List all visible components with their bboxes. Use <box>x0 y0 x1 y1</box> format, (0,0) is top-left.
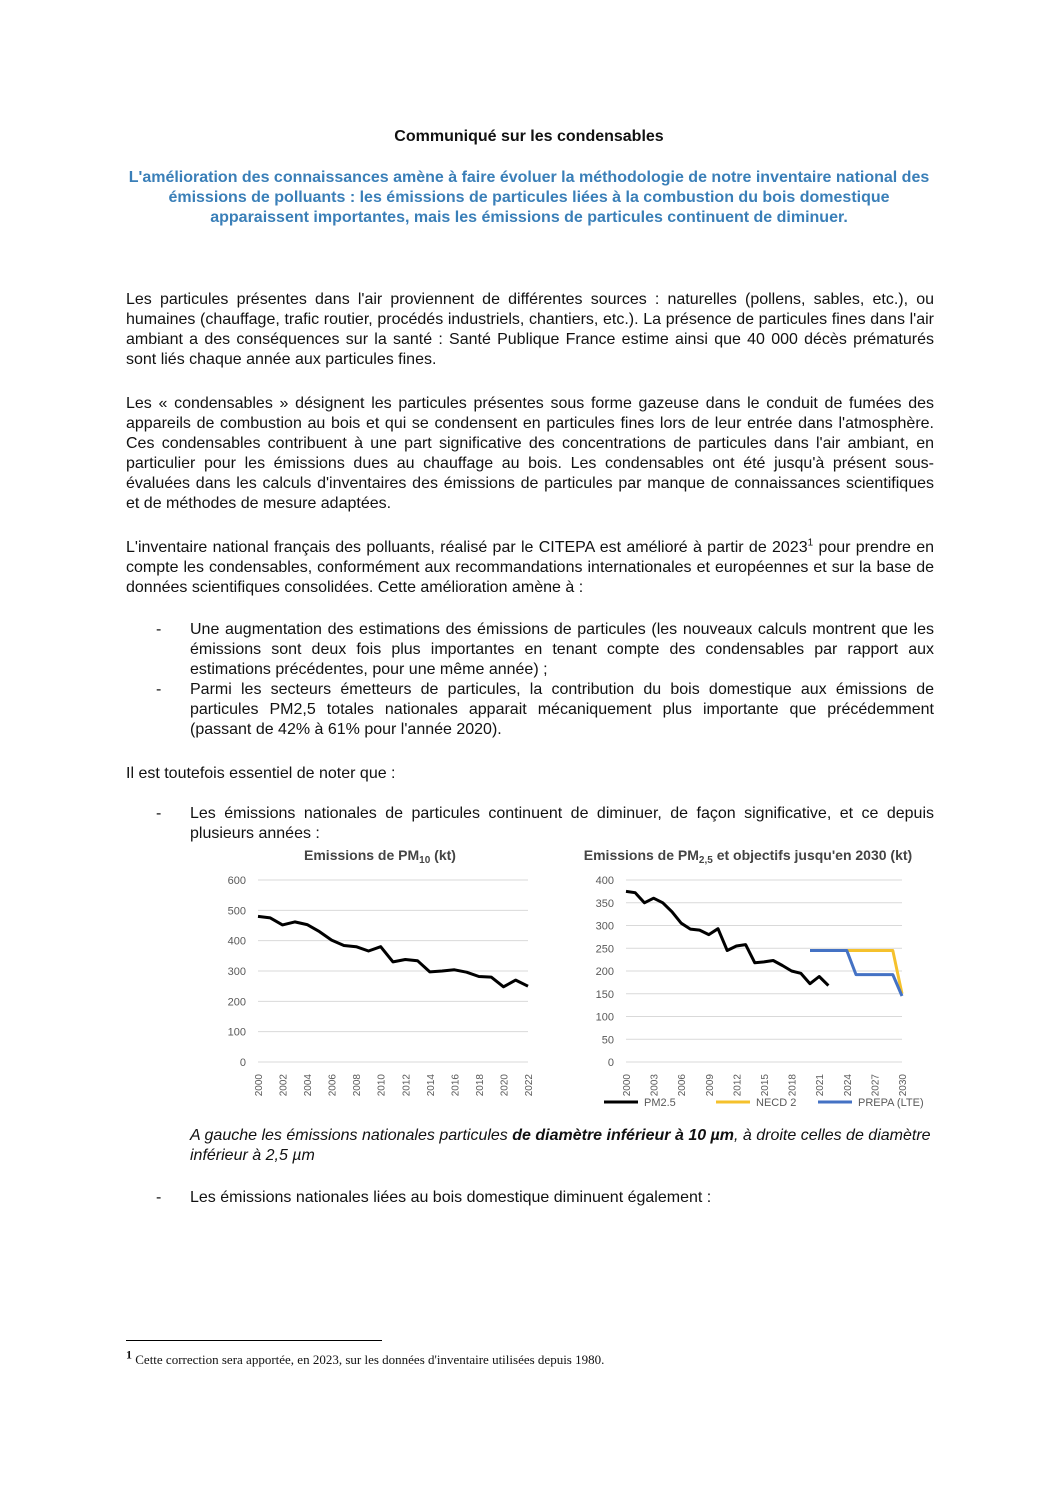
y-tick-label: 350 <box>595 897 614 910</box>
y-tick-label: 400 <box>227 935 246 948</box>
y-tick-label: 500 <box>227 905 246 918</box>
document-subtitle: L'amélioration des connaissances amène à faire évoluer la méthodologie de notre inventaire national des émissions de polluants : les émissions de particules liées à la combustion du bois domestique apparaissent importantes, mais les émissions de particules continuent de diminuer. <box>128 169 930 226</box>
x-tick-label: 2018 <box>787 1074 799 1097</box>
x-tick-label: 2006 <box>677 1074 689 1097</box>
x-tick-label: 2008 <box>352 1074 364 1097</box>
document-title: Communiqué sur les condensables <box>394 128 664 145</box>
series-line <box>810 951 902 997</box>
x-tick-label: 2024 <box>842 1074 854 1097</box>
paragraph-inventory-text-a: L'inventaire national français des polluants, réalisé par le CITEPA est amélioré à partir de 2023 <box>126 539 808 556</box>
y-tick-label: 250 <box>595 943 614 956</box>
paragraph-inventory-improvement <box>126 538 934 598</box>
chart-x-ticks <box>622 1074 909 1097</box>
y-tick-label: 600 <box>227 875 246 887</box>
x-tick-label: 2010 <box>376 1074 388 1097</box>
y-tick-label: 100 <box>227 1026 246 1039</box>
y-tick-label: 200 <box>227 996 246 1009</box>
x-tick-label: 2030 <box>898 1074 909 1097</box>
series-line <box>258 916 528 986</box>
x-tick-label: 2004 <box>303 1074 315 1097</box>
chart-series <box>258 916 528 986</box>
y-tick-label: 0 <box>239 1057 246 1069</box>
chart-caption <box>190 1126 934 1166</box>
x-tick-label: 2020 <box>499 1074 511 1097</box>
y-tick-label: 150 <box>595 988 614 1001</box>
chart-legend <box>604 1097 924 1109</box>
chart-pm25-svg <box>556 840 946 1120</box>
paragraph-particles-sources: Les particules présentes dans l'air proviennent de différentes sources : naturelles (pollens, sables, etc.), ou humaines (chauffage, trafic routier, procédés industriels, chantiers, etc.). La présence de particules fines dans l'air ambiant a des conséquences sur la santé : Santé Publique France estime ainsi que 40 000 décès prématurés sont liés chaque année aux particules fines. <box>126 291 934 368</box>
x-tick-label: 2003 <box>649 1074 661 1097</box>
caption-bold: de diamètre inférieur à 10 µm <box>512 1127 734 1144</box>
chart-gridlines <box>258 880 528 1062</box>
chart-y-ticks <box>228 875 246 1069</box>
bullet-dash: - <box>156 805 162 822</box>
chart-y-ticks <box>596 875 614 1069</box>
bullet-text: Les émissions nationales de particules continuent de diminuer, de façon significative, et ce depuis plusieurs années : <box>190 805 934 842</box>
x-tick-label: 2012 <box>401 1074 413 1097</box>
y-tick-label: 0 <box>607 1057 614 1069</box>
chart-pm25 <box>556 840 946 1120</box>
x-tick-label: 2000 <box>622 1074 633 1097</box>
bullet-text: Une augmentation des estimations des émissions de particules (les nouveaux calculs montrent que les émissions sont deux fois plus importantes en tenant compte des condensables par rapport aux estimations précédentes, pour une même année) ; <box>190 621 934 678</box>
x-tick-label: 2000 <box>254 1074 265 1097</box>
bullet-text: Parmi les secteurs émetteurs de particules, la contribution du bois domestique aux émissions de particules PM2,5 totales nationales apparait mécaniquement plus importante que précédemment (passant de 42% à 61% pour l'année 2020). <box>190 681 934 738</box>
x-tick-label: 2002 <box>278 1074 290 1097</box>
paragraph-condensables-definition: Les « condensables » désignent les particules présentes sous forme gazeuse dans le conduit de fumées des appareils de combustion au bois et qui se condensent en particules fines lors de leur entrée dans l'atmosphère. Ces condensables contribuent à une part significative des concentrations de particules dans l'air ambiant, en particulier pour les émissions dues au chauffage au bois. Les condensables ont été jusqu'à présent sous-évaluées dans les calculs d'inventaires des émissions de particules par manque de connaissances scientifiques et de méthodes de mesure adaptées. <box>126 395 934 512</box>
chart-pm10 <box>190 840 550 1110</box>
paragraph-essential-note: Il est toutefois essentiel de noter que : <box>126 765 396 782</box>
footnote-text: Cette correction sera apportée, en 2023, sur les données d'inventaire utilisées depuis 1980. <box>132 1352 605 1367</box>
bullet-dash: - <box>156 1189 162 1206</box>
footnote <box>126 1347 946 1368</box>
y-tick-label: 300 <box>227 966 246 978</box>
x-tick-label: 2015 <box>760 1074 771 1097</box>
paragraph-inventory-text-b: pour prendre en compte les condensables, conformément aux recommandations internationales et européennes et sur la base de données scientifiques consolidées. Cette amélioration amène à : <box>126 539 935 596</box>
legend-label: PREPA (LTE) <box>858 1097 924 1109</box>
chart-series <box>626 891 902 996</box>
y-tick-label: 50 <box>601 1034 614 1047</box>
legend-label: PM2.5 <box>644 1097 676 1109</box>
bullet-dash: - <box>156 681 162 698</box>
footnote-reference: 1 <box>807 537 814 549</box>
y-tick-label: 300 <box>595 920 614 933</box>
chart-title: Emissions de $PM_{2,5}$ et objectifs jusqu'en 2030 (kt) <box>583 847 913 866</box>
x-tick-label: 2012 <box>732 1074 744 1097</box>
footnote-mark: 1 <box>126 1347 132 1362</box>
bullet-text: Les émissions nationales liées au bois domestique diminuent également : <box>190 1189 712 1206</box>
bullet-dash: - <box>156 621 162 638</box>
y-tick-label: 100 <box>595 1011 614 1024</box>
chart-x-ticks <box>254 1074 535 1097</box>
x-tick-label: 2022 <box>524 1074 535 1097</box>
x-tick-label: 2016 <box>450 1074 462 1097</box>
chart-pm10-svg <box>190 840 550 1110</box>
x-tick-label: 2009 <box>704 1074 716 1097</box>
y-tick-label: 400 <box>595 875 614 887</box>
x-tick-label: 2014 <box>425 1074 437 1097</box>
caption-text-b: , à droite celles de diamètre inférieur à 2,5 µm <box>190 1127 931 1164</box>
y-tick-label: 200 <box>595 966 614 978</box>
x-tick-label: 2027 <box>870 1074 882 1097</box>
x-tick-label: 2021 <box>815 1074 827 1097</box>
caption-text-a: A gauche les émissions nationales particules <box>190 1127 513 1144</box>
legend-label: NECD 2 <box>756 1097 797 1109</box>
x-tick-label: 2006 <box>327 1074 339 1097</box>
chart-title: Emissions de $PM_{10}$ (kt) <box>304 847 456 866</box>
footnote-separator <box>126 1340 382 1341</box>
x-tick-label: 2018 <box>474 1074 486 1097</box>
